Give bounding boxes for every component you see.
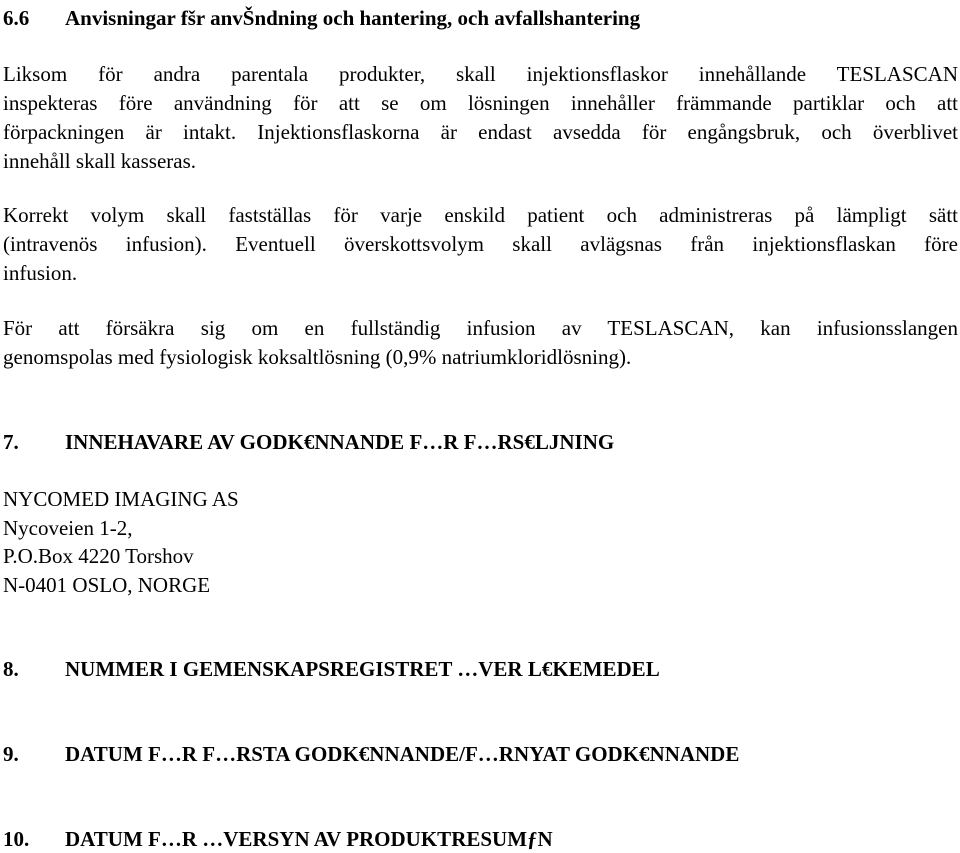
paragraph-inspection [3,60,958,176]
section-number: 7. [3,430,19,454]
paragraph-line: genomspolas med fysiologisk koksaltlösning (0,9% natriumkloridlösning). [3,345,632,369]
section-number: 8. [3,657,19,681]
paragraph-infusion [3,314,958,372]
section-title: DATUM F…R F…RSTA GODK€NNANDE/F…RNYAT GODK€NNANDE [65,742,740,766]
paragraph-line: infusion. [3,261,78,285]
paragraph-line: innehåll skall kasseras. [3,149,197,173]
paragraph-volume [3,201,958,288]
address-line: N-0401 OSLO, NORGE [3,572,211,597]
section-title: DATUM F…R …VERSYN AV PRODUKTRESUMƒN [65,827,553,851]
section-title: NUMMER I GEMENSKAPSREGISTRET …VER L€KEMEDEL [65,657,660,681]
address-line: NYCOMED IMAGING AS [3,487,239,511]
section-number: 6.6 [3,6,30,30]
section-number: 10. [3,827,30,851]
section-title: Anvisningar fšr anvŠndning och hantering, och avfallshantering [65,6,641,30]
paragraph-line: Korrekt volym skall fastställas för varje enskild patient och administreras på lämpligt sätt [3,203,958,227]
section-number: 9. [3,742,19,766]
paragraph-line: För att försäkra sig om en fullständig infusion av TESLASCAN, kan infusionsslangen [3,316,958,340]
paragraph-line: inspekteras före användning för att se om lösningen innehåller främmande partiklar och att [3,91,958,115]
paragraph-line: förpackningen är intakt. Injektionsflaskorna är endast avsedda för engångsbruk, och överblivet [3,120,958,144]
section-title: INNEHAVARE AV GODK€NNANDE F…R F…RS€LJNING [65,430,615,454]
holder-address [3,485,239,599]
paragraph-line: Liksom för andra parentala produkter, skall injektionsflaskor innehållande TESLASCAN [3,62,958,86]
address-line: Nycoveien 1-2, [3,515,133,540]
paragraph-line: (intravenös infusion). Eventuell överskottsvolym skall avlägsnas från injektionsflaskan före [3,232,958,256]
address-line: P.O.Box 4220 Torshov [3,544,194,568]
